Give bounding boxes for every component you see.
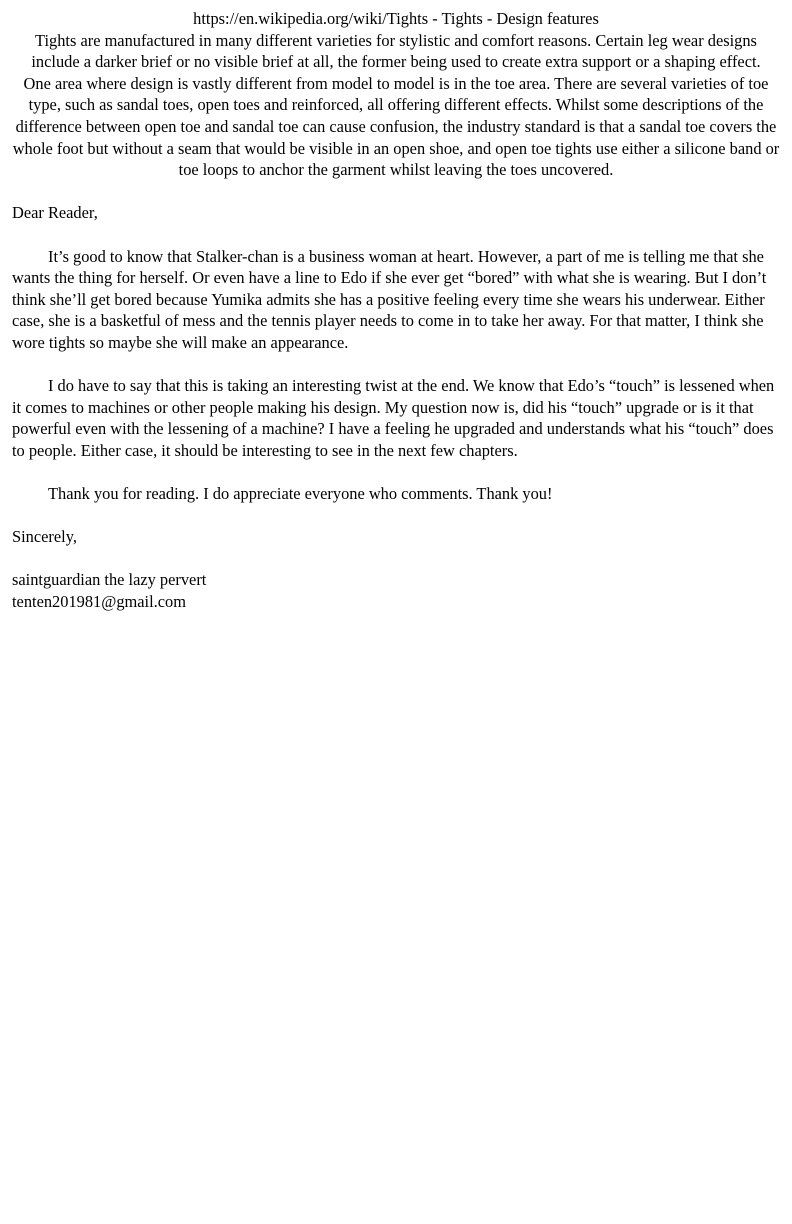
- letter-closing: Sincerely,: [12, 527, 77, 547]
- source-excerpt: [12, 8, 780, 181]
- signature-email: tenten201981@gmail.com: [12, 592, 186, 612]
- signature-name: saintguardian the lazy pervert: [12, 570, 207, 590]
- letter-paragraph: It’s good to know that Stalker-chan is a business woman at heart. However, a part of me is telling me that she wants the thing for herself. Or even have a line to Edo if she ever get “bored” with what she is wearing. But I don’t think she’ll get bored because Yumika admits she has a positive feeling every time she wears his underwear. Either case, she is a basketful of mess and the tennis player needs to come in to take her away. For that matter, I think she wore tights so maybe she will make an appearance.: [12, 246, 767, 352]
- signature-block: [12, 569, 780, 612]
- source-paragraph: One area where design is vastly different from model to model is in the toe area. There are several varieties of toe type, such as sandal toes, open toes and reinforced, all offering different effects. Whilst some descriptions of the difference between open toe and sandal toe can cause confusion, the industry standard is that a sandal toe covers the whole foot but without a seam that would be visible in an open shoe, and open toe tights use either a silicone band or toe loops to anchor the garment whilst leaving the toes uncovered.: [12, 73, 780, 180]
- source-paragraph: Tights are manufactured in many different varieties for stylistic and comfort reasons. Certain leg wear designs include a darker brief or no visible brief at all, the former being used to create extra support or a shaping effect.: [31, 30, 761, 72]
- source-header-line: https://en.wikipedia.org/wiki/Tights - Tights - Design features: [193, 9, 599, 28]
- letter-greeting: Dear Reader,: [12, 203, 98, 223]
- letter-paragraph: Thank you for reading. I do appreciate everyone who comments. Thank you!: [48, 484, 553, 504]
- letter-paragraph: I do have to say that this is taking an interesting twist at the end. We know that Edo’s “touch” is lessened when it comes to machines or other people making his design. My question now is, did his “touch” upgrade or is it that powerful even with the lessening of a machine? I have a feeling he upgraded and understands what his “touch” does to people. Either case, it should be interesting to see in the next few chapters.: [12, 376, 775, 460]
- letter: [12, 202, 780, 612]
